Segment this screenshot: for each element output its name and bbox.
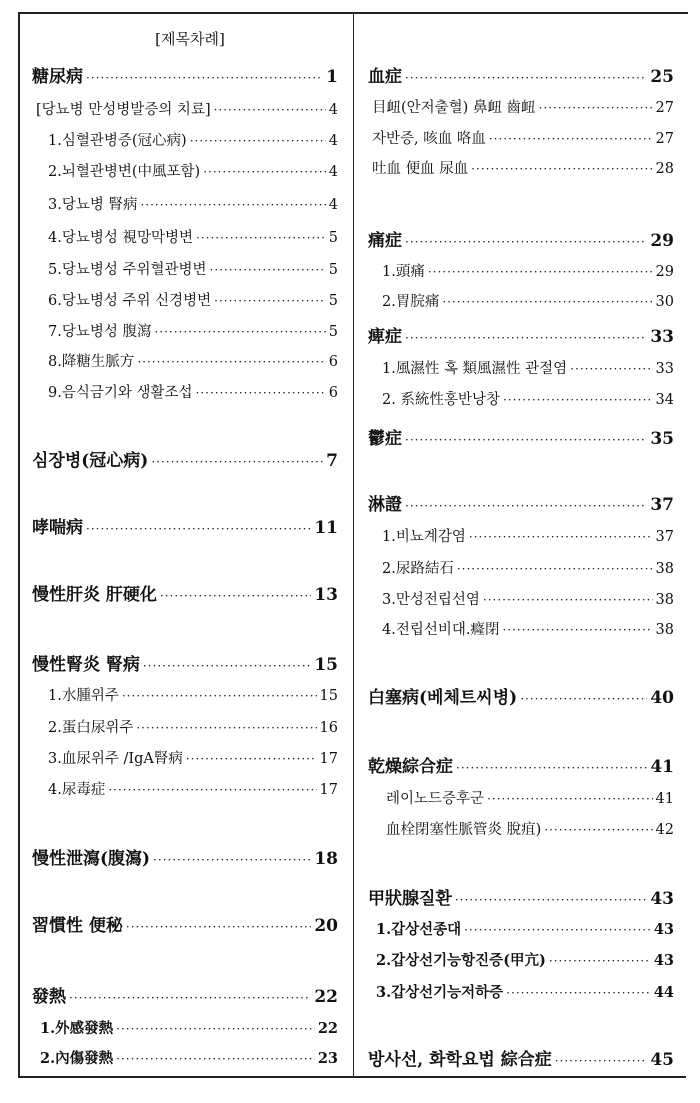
toc-entry [32,911,338,936]
toc-entry-page: 40 [650,688,674,708]
toc-entry-title: 2.胃脘痛 [382,294,440,310]
dot-leader [457,562,653,576]
toc-entry-title: 淋證 [368,495,402,515]
toc-entry-page: 4 [328,164,338,180]
dot-leader [405,71,647,85]
toc-entry-title: 鬱症 [368,429,402,449]
toc-entry-page: 43 [650,889,674,909]
toc-entry-title: [당뇨병 만성병발증의 치료] [36,102,211,118]
toc-entry [372,96,674,117]
dot-leader [86,522,311,536]
toc-entry-title: 1.갑상선종대 [376,921,462,938]
toc-entry [48,747,338,768]
toc-entry-page: 1 [326,67,338,87]
toc-entry [376,918,674,939]
toc-entry-page: 33 [650,327,674,347]
dot-leader [471,162,652,176]
toc-entry-page: 44 [653,984,674,1001]
toc-entry-title: 血栓閉塞性脈管炎 脫疽) [386,822,542,838]
toc-entry-page: 25 [650,67,674,87]
toc-entry [372,157,674,178]
toc-entry [48,193,338,214]
toc-entry-page: 11 [314,518,338,538]
toc-entry-page: 7 [326,451,338,471]
toc-entry-page: 5 [328,324,338,340]
toc-entry-page: 38 [655,622,674,638]
toc-entry [376,949,674,970]
dot-leader [428,265,653,279]
toc-entry-title: 白塞病(베체트씨병) [368,688,518,708]
toc-entry [368,226,674,251]
toc-entry [382,290,674,311]
toc-entry-title: 痛症 [368,231,402,251]
dot-leader [153,853,311,867]
toc-entry [382,557,674,578]
toc-entry [48,160,338,181]
toc-entry-page: 27 [655,100,674,116]
dot-leader [126,920,311,934]
toc-entry-title: 자반증, 咳血 咯血 [372,131,486,147]
toc-entry-page: 38 [655,592,674,608]
toc-entry-title: 6.당뇨병성 주위 신경병변 [48,293,212,309]
toc-entry-title: 2.갑상선기능항진증(甲亢) [376,952,546,969]
toc-entry [36,98,338,119]
toc-entry-page: 4 [328,197,338,213]
toc-entry-title: 1.水腫위주 [48,688,119,704]
toc-entry-page: 27 [655,131,674,147]
toc-entry-title: 1.頭痛 [382,264,425,280]
toc-entry-page: 22 [314,987,338,1007]
toc-entry-title: 甲狀腺질환 [368,889,452,909]
dot-leader [160,589,311,603]
toc-entry-title: 4.尿毒症 [48,782,106,798]
toc-entry [382,260,674,281]
toc-entry-title: 2.內傷發熱 [40,1050,114,1067]
toc-entry-page: 20 [314,916,338,936]
dot-leader [502,623,652,637]
toc-entry-page: 29 [650,231,674,251]
toc-entry [48,289,338,310]
toc-entry-title: 1.風濕性 혹 類風濕性 관절염 [382,361,568,377]
toc-entry-title: 심장병(冠心病) [32,451,149,471]
toc-entry-title: 3.갑상선기능저하증 [376,984,504,1001]
toc-entry-page: 6 [328,354,338,370]
toc-entry-page: 45 [650,1050,674,1070]
dot-leader [140,198,325,212]
toc-entry-page: 5 [328,262,338,278]
dot-leader [506,986,651,1000]
dot-leader [405,235,647,249]
dot-leader [116,1022,315,1036]
toc-entry [32,446,338,471]
toc-entry [32,513,338,538]
toc-entry [48,381,338,402]
toc-entry-title: 8.降糖生脈方 [48,354,135,370]
toc-entry [386,818,674,839]
toc-entry-title: 5.당뇨병성 주위혈관병변 [48,262,207,278]
toc-entry-title: 2. 系統性홍반낭창 [382,392,500,408]
toc-entry-title: 痺症 [368,327,402,347]
toc-entry-page: 17 [319,782,338,798]
toc-entry [372,127,674,148]
dot-leader [405,433,647,447]
dot-leader [464,923,651,937]
dot-leader [151,455,323,469]
toc-entry-page: 42 [655,822,674,838]
dot-leader [210,263,326,277]
dot-leader [442,295,652,309]
dot-leader [137,355,325,369]
toc-entry-page: 22 [317,1020,338,1037]
toc-entry-page: 5 [328,293,338,309]
toc-entry-page: 33 [655,361,674,377]
dot-leader [136,721,316,735]
toc-entry-title: 乾燥綜合症 [368,757,453,777]
toc-entry-page: 34 [655,392,674,408]
dot-leader [190,134,326,148]
dot-leader [196,386,326,400]
toc-entry-title: 慢性肝炎 肝硬化 [32,585,157,605]
toc-entry [32,650,338,675]
toc-entry-title: 哮喘病 [32,518,83,538]
toc-entry [368,752,674,777]
dot-leader [86,71,323,85]
toc-entry [32,62,338,87]
toc-entry-title: 發熱 [32,987,66,1007]
toc-entry-title: 3.당뇨병 腎病 [48,197,138,213]
toc-entry-page: 43 [653,921,674,938]
toc-entry [48,350,338,371]
toc-entry-title: 習慣性 便秘 [32,916,123,936]
toc-entry-page: 18 [314,849,338,869]
toc-entry-title: 慢性腎炎 腎病 [32,655,140,675]
toc-entry-title: 4.전립선비대.癃閉 [382,622,500,638]
toc-entry-page: 41 [655,791,674,807]
toc-entry [48,716,338,737]
dot-leader [405,499,647,513]
dot-leader [503,393,653,407]
toc-entry-page: 29 [655,264,674,280]
toc-entry [48,226,338,247]
dot-leader [214,103,326,117]
dot-leader [456,761,647,775]
dot-leader [203,165,326,179]
toc-entry-page: 16 [319,720,338,736]
toc-entry [48,129,338,150]
toc-entry [32,844,338,869]
toc-entry-title: 4.당뇨병성 視망막병변 [48,230,193,246]
toc-entry-page: 41 [650,757,674,777]
toc-entry-title: 3.만성전립선염 [382,592,480,608]
toc-entry-page: 23 [317,1050,338,1067]
toc-entry [32,982,338,1007]
toc-entry [382,388,674,409]
toc-entry [376,981,674,1002]
toc-entry [382,588,674,609]
toc-entry [386,787,674,808]
toc-entry [368,490,674,515]
toc-entry-title: 目衄(안저출혈) 鼻衄 齒衄 [372,100,536,116]
bottom-rule [18,1076,686,1078]
dot-leader [555,1054,648,1068]
dot-leader [487,792,652,806]
toc-entry-title: 血症 [368,67,402,87]
toc-entry-title: 糖尿病 [32,67,83,87]
dot-leader [455,893,647,907]
dot-leader [143,659,311,673]
toc-entry-page: 30 [655,294,674,310]
toc-entry-page: 15 [319,688,338,704]
toc-entry-title: 2.蛋白尿위주 [48,720,134,736]
dot-leader [69,991,311,1005]
toc-entry [48,320,338,341]
toc-entry-page: 43 [653,952,674,969]
dot-leader [549,954,651,968]
toc-entry-page: 17 [319,751,338,767]
toc-entry-title: 방사선, 화학요법 綜合症 [368,1050,552,1070]
toc-entry [368,62,674,87]
toc-entry-title: 9.음식금기와 생활조섭 [48,385,193,401]
dot-leader [116,1052,315,1066]
toc-entry [368,683,674,708]
toc-entry [368,1045,674,1070]
toc-entry-title: 7.당뇨병성 腹瀉 [48,324,152,340]
dot-leader [520,692,647,706]
toc-heading: [제목차례] [155,30,225,48]
dot-leader [544,823,652,837]
toc-entry-page: 5 [328,230,338,246]
dot-leader [196,231,326,245]
toc-entry-title: 2.뇌혈관병변(中風포함) [48,164,201,180]
dot-leader [214,294,326,308]
dot-leader [405,331,647,345]
dot-leader [154,325,325,339]
toc-entry [382,618,674,639]
toc-entry [40,1017,338,1038]
column-divider [353,12,354,1076]
toc-entry-page: 37 [655,529,674,545]
dot-leader [469,530,653,544]
toc-entry-page: 4 [328,102,338,118]
dot-leader [108,783,316,797]
dot-leader [122,689,317,703]
toc-entry-page: 28 [655,161,674,177]
dot-leader [539,101,653,115]
toc-entry-title: 慢性泄瀉(腹瀉) [32,849,151,869]
toc-entry [368,884,674,909]
toc-entry-page: 6 [328,385,338,401]
dot-leader [570,362,652,376]
toc-entry-title: 2.尿路結石 [382,561,454,577]
toc-entry [48,684,338,705]
toc-entry [368,424,674,449]
toc-entry-page: 13 [314,585,338,605]
toc-entry-page: 38 [655,561,674,577]
toc-entry-title: 레이노드증후군 [386,791,485,807]
dot-leader [489,132,653,146]
toc-entry [368,322,674,347]
toc-entry [32,580,338,605]
toc-entry-title: 1.비뇨계감염 [382,529,466,545]
toc-entry [382,525,674,546]
toc-entry-title: 吐血 便血 尿血 [372,161,469,177]
toc-entry-title: 3.血尿위주 /IgA腎病 [48,751,183,767]
toc-entry-page: 35 [650,429,674,449]
dot-leader [186,752,317,766]
toc-entry [48,778,338,799]
toc-entry [382,357,674,378]
toc-entry-title: 1.심혈관병증(冠心病) [48,133,187,149]
toc-entry-page: 15 [314,655,338,675]
toc-entry-page: 4 [328,133,338,149]
toc-entry [40,1047,338,1068]
toc-entry-title: 1.外感發熱 [40,1020,114,1037]
dot-leader [483,593,653,607]
toc-entry-page: 37 [650,495,674,515]
toc-entry [48,258,338,279]
